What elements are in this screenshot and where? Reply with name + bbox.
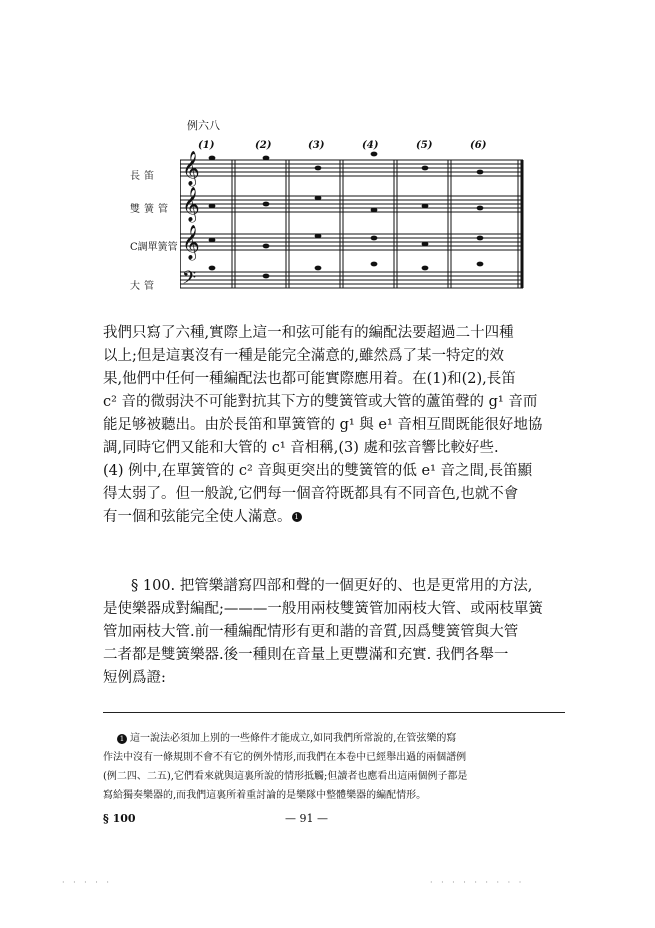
staff-oboe	[180, 196, 523, 212]
scan-specks: · · · · · · · · ·	[430, 878, 525, 887]
footnote-line: (例二四、二五),它們看來就與這裏所說的情形抵觸;但讀者也應看出這兩個例子都是	[103, 771, 468, 782]
measure-number: (1)	[198, 140, 215, 151]
footnote-line: 寫給獨奏樂器的,而我們這裏所着重討論的是樂隊中整體樂器的編配情形。	[103, 790, 427, 801]
text-line	[103, 506, 565, 529]
treble-clef-icon: 𝄞	[182, 187, 200, 222]
staff-clarinet	[180, 234, 523, 250]
example-label: 例六八	[187, 119, 220, 132]
treble-clef-icon: 𝄞	[182, 151, 200, 186]
footnote-line	[103, 729, 565, 748]
measure-number: (3)	[308, 140, 325, 151]
scan-specks: · · · · ·	[62, 878, 112, 887]
barlines	[232, 160, 522, 288]
text-line: 得太弱了。但一般說,它們每一個音符既都具有不同音色,也就不會	[103, 486, 519, 502]
text-line: 果,他們中任何一種編配法也都可能實際應用着。在(1)和(2),長笛	[103, 371, 516, 387]
footnote-line-text: 這一說法必須加上別的一些條件才能成立,如同我們所常說的,在管弦樂的寫	[130, 733, 457, 744]
staff-flute	[180, 160, 523, 176]
instrument-label-clarinet: C調單簧管	[130, 242, 178, 253]
music-score	[180, 150, 525, 300]
paragraph-2	[103, 575, 565, 690]
text-line: 能足够被聽出。由於長笛和單簧管的 g¹ 與 e¹ 音相互間既能很好地協	[103, 417, 543, 433]
page-number: — 91 —	[285, 812, 328, 825]
text-line: 是使樂器成對編配;———一般用兩枝雙簧管加兩枝大管、或兩枝單簧	[103, 601, 543, 617]
text-line: § 100. 把管樂譜寫四部和聲的一個更好的、也是更常用的方法,	[131, 578, 533, 594]
paragraph-1	[103, 322, 565, 529]
instrument-label-bassoon: 大管	[130, 281, 158, 292]
text-line: 調,同時它們又能和大管的 c¹ 音相稱,(3) 處和弦音響比較好些.	[103, 440, 499, 456]
instrument-label-flute: 長笛	[130, 171, 158, 182]
measure-number: (4)	[362, 140, 379, 151]
text-line: c² 音的微弱決不可能對抗其下方的雙簧管或大管的蘆笛聲的 g¹ 音而	[103, 394, 538, 410]
footnote-marker: 1	[117, 734, 127, 744]
text-line: 我們只寫了六種,實際上這一和弦可能有的編配法要超過二十四種	[103, 325, 514, 341]
text-line: 以上;但是這裏沒有一種是能完全滿意的,雖然爲了某一特定的效	[103, 348, 504, 364]
footnote-divider	[103, 712, 565, 713]
bass-clef-icon: 𝄢	[182, 268, 197, 293]
measure-number: (6)	[470, 140, 487, 151]
text-line: (4) 例中,在單簧管的 c² 音與更突出的雙簧管的低 e¹ 音之間,長笛顯	[103, 463, 533, 479]
text-line: 短例爲證:	[103, 670, 166, 686]
measure-number: (2)	[255, 140, 272, 151]
measure-number: (5)	[416, 140, 433, 151]
footnote	[103, 729, 565, 805]
instrument-label-oboe: 雙簧管	[130, 204, 172, 215]
treble-clef-icon: 𝄞	[182, 225, 200, 260]
text-line: 管加兩枝大管.前一種編配情形有更和諧的音質,因爲雙簧管與大管	[103, 624, 519, 640]
text-line: 二者都是雙簧樂器.後一種則在音量上更豐滿和充實. 我們各舉一	[103, 647, 509, 663]
staff-bassoon	[180, 272, 523, 288]
text-line-content: 有一個和弦能完全使人滿意。	[103, 509, 292, 525]
notes	[209, 152, 484, 279]
footnote-marker: 1	[292, 512, 302, 522]
footer-section-ref: § 100	[103, 812, 136, 825]
footnote-line: 作法中沒有一條規則不會不有它的例外情形,而我們在本卷中已經舉出過的兩個譜例	[103, 752, 467, 763]
